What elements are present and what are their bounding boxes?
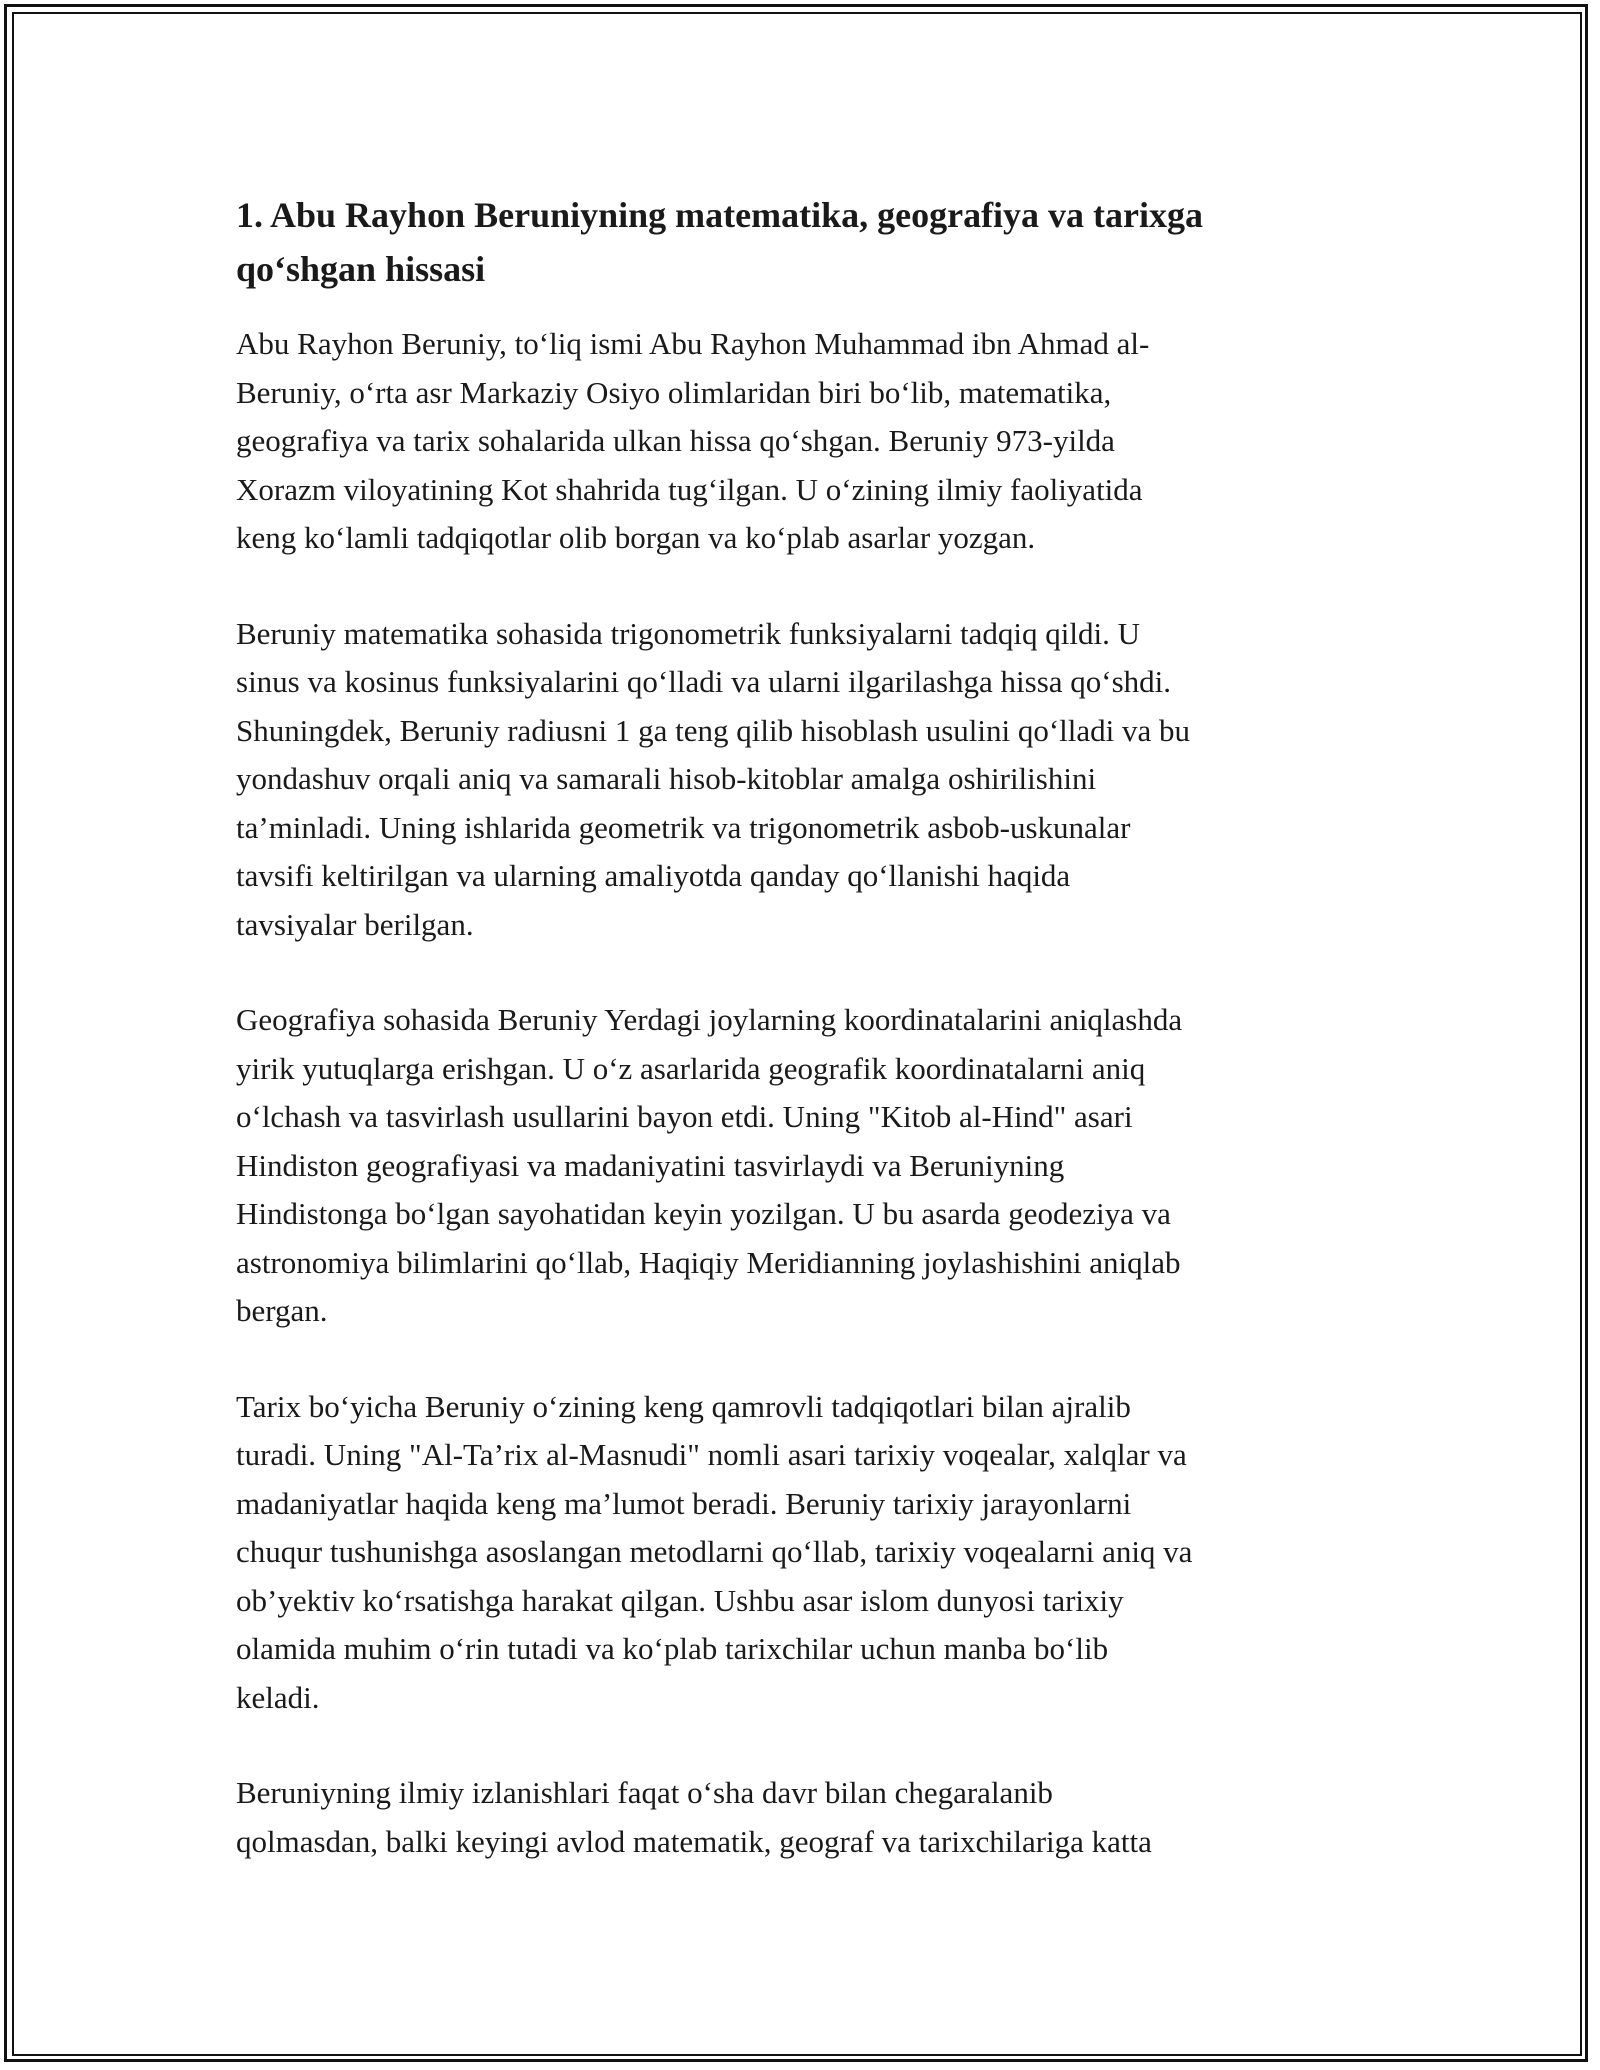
text-line: Beruniyning ilmiy izlanishlari faqat o‘sha davr bilan chegaralanib bbox=[236, 1775, 1053, 1810]
text-line: tavsifi keltirilgan va ularning amaliyotda qanday qo‘llanishi haqida bbox=[236, 858, 1071, 893]
text-line: Hindiston geografiyasi va madaniyatini tasvirlaydi va Beruniyning bbox=[236, 1147, 1065, 1183]
text-line: keng ko‘lamli tadqiqotlar olib borgan va ko‘plab asarlar yozgan. bbox=[236, 520, 1036, 555]
text-line: Abu Rayhon Beruniy, to‘liq ismi Abu Rayhon Muhammad ibn Ahmad al- bbox=[236, 326, 1150, 361]
text-line: ta’minladi. Uning ishlarida geometrik va trigonometrik asbob-uskunalar bbox=[236, 809, 1131, 845]
text-line: keladi. bbox=[236, 1679, 320, 1715]
text-line: Xorazm viloyatining Kot shahrida tug‘ilgan. U o‘zining ilmiy faoliyatida bbox=[236, 471, 1143, 507]
document-page bbox=[236, 188, 1376, 1866]
text-line: chuqur tushunishga asoslangan metodlarni qo‘llab, tarixiy voqealarni aniq va bbox=[236, 1534, 1193, 1569]
paragraph-intro bbox=[236, 320, 1376, 563]
paragraph-mathematics bbox=[236, 610, 1376, 950]
text-line: astronomiya bilimlarini qo‘llab, Haqiqiy Meridianning joylashishini aniqlab bbox=[236, 1244, 1181, 1280]
text-line: geografiya va tarix sohalarida ulkan hissa qo‘shgan. Beruniy 973-yilda bbox=[236, 423, 1115, 458]
text-line: madaniyatlar haqida keng ma’lumot beradi. Beruniy tarixiy jarayonlarni bbox=[236, 1485, 1132, 1521]
text-line: o‘lchash va tasvirlash usullarini bayon etdi. Uning "Kitob al-Hind" asari bbox=[236, 1099, 1133, 1134]
paragraph-history bbox=[236, 1383, 1376, 1723]
text-line: yondashuv orqali aniq va samarali hisob-kitoblar amalga oshirilishini bbox=[236, 761, 1097, 796]
text-line: ob’yektiv ko‘rsatishga harakat qilgan. Ushbu asar islom dunyosi tarixiy bbox=[236, 1582, 1124, 1618]
text-line: Tarix bo‘yicha Beruniy o‘zining keng qamrovli tadqiqotlari bilan ajralib bbox=[236, 1388, 1131, 1424]
text-line: Hindistonga bo‘lgan sayohatidan keyin yozilgan. U bu asarda geodeziya va bbox=[236, 1196, 1171, 1231]
text-line: tavsiyalar berilgan. bbox=[236, 906, 474, 942]
text-line: Shuningdek, Beruniy radiusni 1 ga teng qilib hisoblash usulini qo‘lladi va bu bbox=[236, 712, 1191, 748]
title-line: qo‘shgan hissasi bbox=[236, 249, 486, 289]
paragraph-geography bbox=[236, 996, 1376, 1336]
section-title bbox=[236, 188, 1376, 296]
text-line: qolmasdan, balki keyingi avlod matematik, geograf va tarixchilariga katta bbox=[236, 1823, 1152, 1859]
text-line: Beruniy, o‘rta asr Markaziy Osiyo olimlaridan biri bo‘lib, matematika, bbox=[236, 374, 1112, 410]
text-line: Geografiya sohasida Beruniy Yerdagi joylarning koordinatalarini aniqlashda bbox=[236, 1002, 1183, 1037]
text-line: sinus va kosinus funksiyalarini qo‘lladi va ularni ilgarilashga hissa qo‘shdi. bbox=[236, 664, 1172, 699]
text-line: yirik yutuqlarga erishgan. U o‘z asarlarida geografik koordinatalarni aniq bbox=[236, 1050, 1146, 1086]
text-line: Beruniy matematika sohasida trigonometrik funksiyalarni tadqiq qildi. U bbox=[236, 615, 1140, 651]
paragraph-legacy bbox=[236, 1769, 1376, 1866]
title-line: 1. Abu Rayhon Beruniyning matematika, geografiya va tarixga bbox=[236, 195, 1204, 235]
text-line: olamida muhim o‘rin tutadi va ko‘plab tarixchilar uchun manba bo‘lib bbox=[236, 1631, 1109, 1666]
text-line: bergan. bbox=[236, 1293, 328, 1328]
text-line: turadi. Uning "Al-Ta’rix al-Masnudi" nomli asari tarixiy voqealar, xalqlar va bbox=[236, 1437, 1187, 1472]
